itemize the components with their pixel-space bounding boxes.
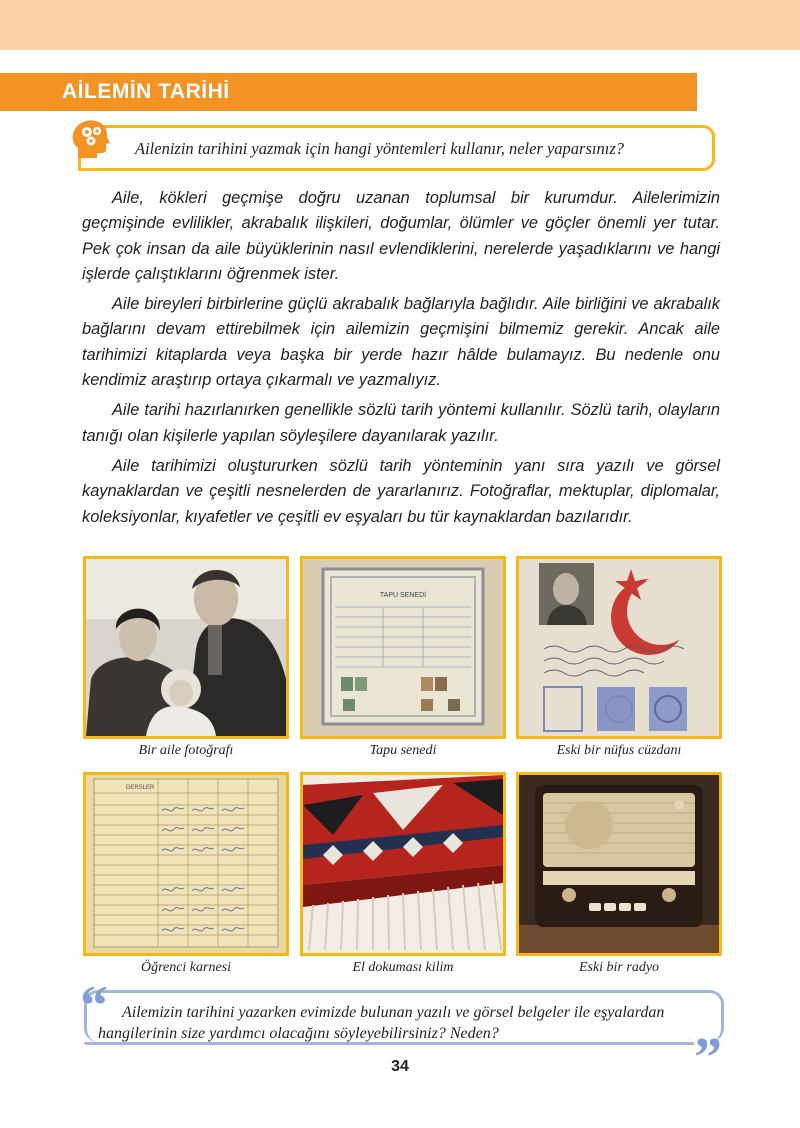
- paragraph: Aile, kökleri geçmişe doğru uzanan toplumsal bir kurumdur. Ailelerimizin geçmişinde evlilikler, akrabalık ilişkileri, doğumlar, ölümler ve göçler önemli yer tutar. Pek çok insan da aile büyüklerinin nasıl evlendiklerini, nerelerde yaşadıklarını ve hangi işlerde çalıştıklarını öğrenmek ister.: [82, 189, 720, 283]
- section-title-bar: [0, 73, 697, 111]
- radio-photo-image: [519, 775, 719, 953]
- bottom-question-box: [84, 990, 724, 1052]
- bottom-question: [98, 1002, 728, 1044]
- head-gears-icon: [70, 118, 110, 160]
- open-quote-icon: “: [80, 975, 108, 1037]
- body-text: [82, 186, 720, 535]
- deed-heading: TAPU SENEDİ: [379, 592, 427, 599]
- report-card-photo-image: [86, 775, 286, 953]
- photo-kilim: [300, 772, 506, 956]
- deed-photo-image: [303, 559, 503, 736]
- paragraph: Aile tarihimizi oluştururken sözlü tarih yönteminin yanı sıra yazılı ve görsel kaynaklardan ve çeşitli nesnelerden de yararlanırız. Fotoğraflar, mektuplar, diplomalar, koleksiyonlar, kıyafetler ve çeşitli ev eşyaları bu tür kaynaklardan bazılarıdır.: [82, 456, 720, 526]
- paragraph: Aile tarihi hazırlanırken genellikle sözlü tarih yöntemi kullanılır. Sözlü tarih, olayların tanığı olan kişilerle yapılan söyleşilere dayanılarak yazılır.: [82, 401, 720, 445]
- photo-id-card: [516, 556, 722, 739]
- photo-radio: [516, 772, 722, 956]
- photo-caption: Tapu senedi: [369, 743, 437, 758]
- intro-question: Ailenizin tarihini yazmak için hangi yöntemleri kullanır, neler yaparsınız?: [135, 139, 624, 158]
- paragraph: Aile bireyleri birbirlerine güçlü akrabalık bağlarıyla bağlıdır. Aile birliğini ve akrabalık bağlarını devam ettirebilmek için ailemizin geçmişini bilmemiz gerekir. Ancak aile tarihimizi kitaplarda veya başka bir yerde hazır hâlde bulamayız. Bu nedenle onu kendimiz araştırıp ortaya çıkarmalı ve yazmalıyız.: [82, 295, 720, 390]
- page-number: 34: [391, 1058, 409, 1075]
- photo-caption: Öğrenci karnesi: [140, 960, 232, 975]
- report-card-heading: DERSLER: [126, 785, 155, 791]
- family-photo-image: [86, 559, 286, 736]
- id-card-photo-image: [519, 559, 719, 736]
- close-quote-icon: ”: [694, 1027, 722, 1089]
- photo-caption: Eski bir nüfus cüzdanı: [556, 743, 682, 758]
- bottom-question-text: Ailemizin tarihini yazarken evimizde bulunan yazılı ve görsel belgeler ile eşyalardan hangilerinin size yardımcı olacağını söyleyebilirsiniz? Neden?: [98, 1004, 665, 1042]
- photo-deed: [300, 556, 506, 739]
- intro-question-box: [78, 125, 715, 171]
- photo-caption: El dokuması kilim: [352, 960, 454, 975]
- photo-family: [83, 556, 289, 739]
- top-band: [0, 0, 800, 50]
- kilim-photo-image: [303, 775, 503, 953]
- section-title: AİLEMİN TARİHİ: [62, 80, 230, 103]
- photo-caption: Bir aile fotoğrafı: [138, 743, 234, 758]
- photo-caption: Eski bir radyo: [578, 960, 660, 975]
- photo-report-card: [83, 772, 289, 956]
